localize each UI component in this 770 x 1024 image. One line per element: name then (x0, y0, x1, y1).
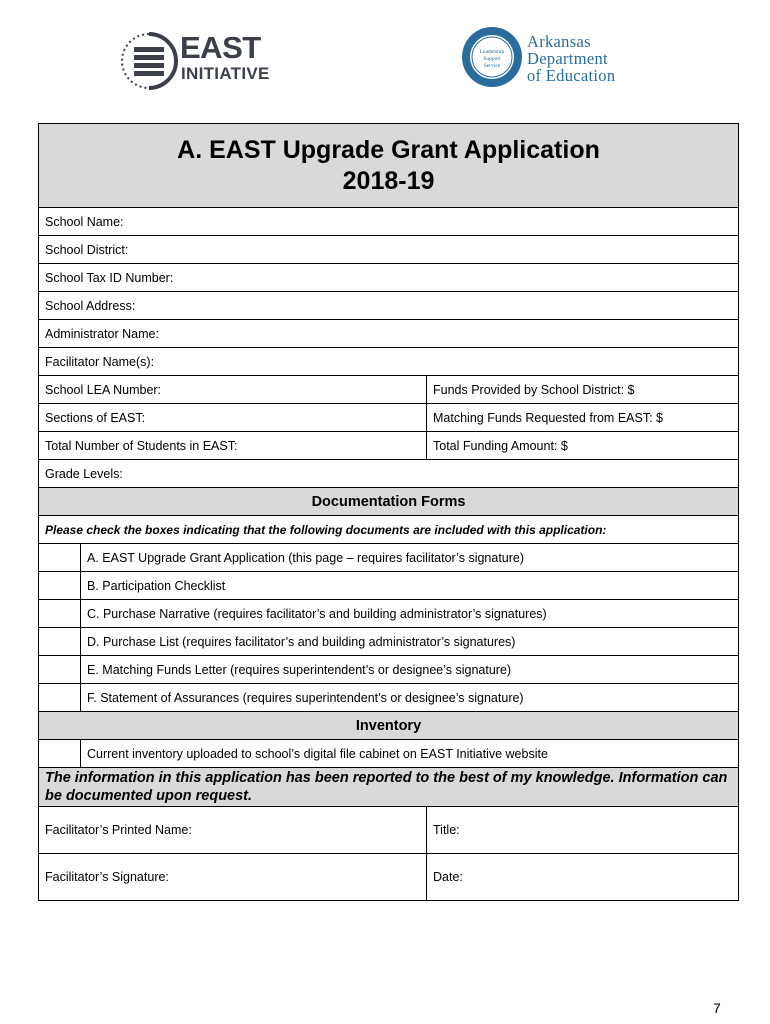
ade-line-1: Arkansas (527, 32, 591, 51)
facilitator-names-field[interactable]: Facilitator Name(s): (39, 348, 739, 376)
form-title (39, 124, 739, 208)
ade-logo-text (527, 33, 615, 84)
documentation-instructions: Please check the boxes indicating that the following documents are included with this application: (39, 516, 739, 544)
ade-line-3: of Education (527, 66, 616, 85)
east-initiative-logo (118, 30, 288, 92)
total-students-field[interactable]: Total Number of Students in EAST: (39, 432, 427, 460)
form-title-year: 2018-19 (342, 166, 435, 195)
inventory-heading: Inventory (39, 712, 739, 740)
school-district-field[interactable]: School District: (39, 236, 739, 264)
document-a-checkbox[interactable] (39, 544, 81, 572)
page-number: 7 (713, 1000, 721, 1016)
document-c-label: C. Purchase Narrative (requires facilitator’s and building administrator’s signatures) (81, 600, 739, 628)
form-title-line-1: A. EAST Upgrade Grant Application (177, 135, 600, 164)
east-logo-word: EAST (180, 30, 261, 65)
date-field[interactable]: Date: (427, 854, 739, 901)
certification-statement: The information in this application has been reported to the best of my knowledge. Information can be documented upon request. (39, 768, 739, 807)
document-b-checkbox[interactable] (39, 572, 81, 600)
grant-application-form (38, 123, 739, 901)
seal-text-3: Service (483, 63, 501, 69)
inventory-label: Current inventory uploaded to school’s digital file cabinet on EAST Initiative website (81, 740, 739, 768)
document-b-label: B. Participation Checklist (81, 572, 739, 600)
sections-field[interactable]: Sections of EAST: (39, 404, 427, 432)
seal-text-1: Leadership (479, 49, 505, 55)
document-f-label: F. Statement of Assurances (requires superintendent’s or designee’s signature) (81, 684, 739, 712)
grade-levels-field[interactable]: Grade Levels: (39, 460, 739, 488)
document-a-label: A. EAST Upgrade Grant Application (this page – requires facilitator’s signature) (81, 544, 739, 572)
school-address-field[interactable]: School Address: (39, 292, 739, 320)
document-d-checkbox[interactable] (39, 628, 81, 656)
matching-funds-field[interactable]: Matching Funds Requested from EAST: $ (427, 404, 739, 432)
documentation-heading: Documentation Forms (39, 488, 739, 516)
school-lea-field[interactable]: School LEA Number: (39, 376, 427, 404)
facilitator-signature-field[interactable]: Facilitator’s Signature: (39, 854, 427, 901)
document-d-label: D. Purchase List (requires facilitator’s and building administrator’s signatures) (81, 628, 739, 656)
title-field[interactable]: Title: (427, 807, 739, 854)
total-funding-field[interactable]: Total Funding Amount: $ (427, 432, 739, 460)
school-tax-id-field[interactable]: School Tax ID Number: (39, 264, 739, 292)
ade-seal-icon (460, 25, 524, 89)
document-e-checkbox[interactable] (39, 656, 81, 684)
funds-district-field[interactable]: Funds Provided by School District: $ (427, 376, 739, 404)
document-f-checkbox[interactable] (39, 684, 81, 712)
ade-line-2: Department (527, 49, 608, 68)
seal-text-2: Support (483, 56, 501, 62)
east-logo-subtitle: INITIATIVE (181, 64, 270, 83)
school-name-field[interactable]: School Name: (39, 208, 739, 236)
facilitator-printed-name-field[interactable]: Facilitator’s Printed Name: (39, 807, 427, 854)
document-e-label: E. Matching Funds Letter (requires superintendent’s or designee’s signature) (81, 656, 739, 684)
header-logos (0, 0, 770, 110)
east-logo-mark-icon (118, 30, 180, 92)
administrator-name-field[interactable]: Administrator Name: (39, 320, 739, 348)
inventory-checkbox[interactable] (39, 740, 81, 768)
arkansas-department-of-education-logo (460, 25, 660, 91)
document-c-checkbox[interactable] (39, 600, 81, 628)
